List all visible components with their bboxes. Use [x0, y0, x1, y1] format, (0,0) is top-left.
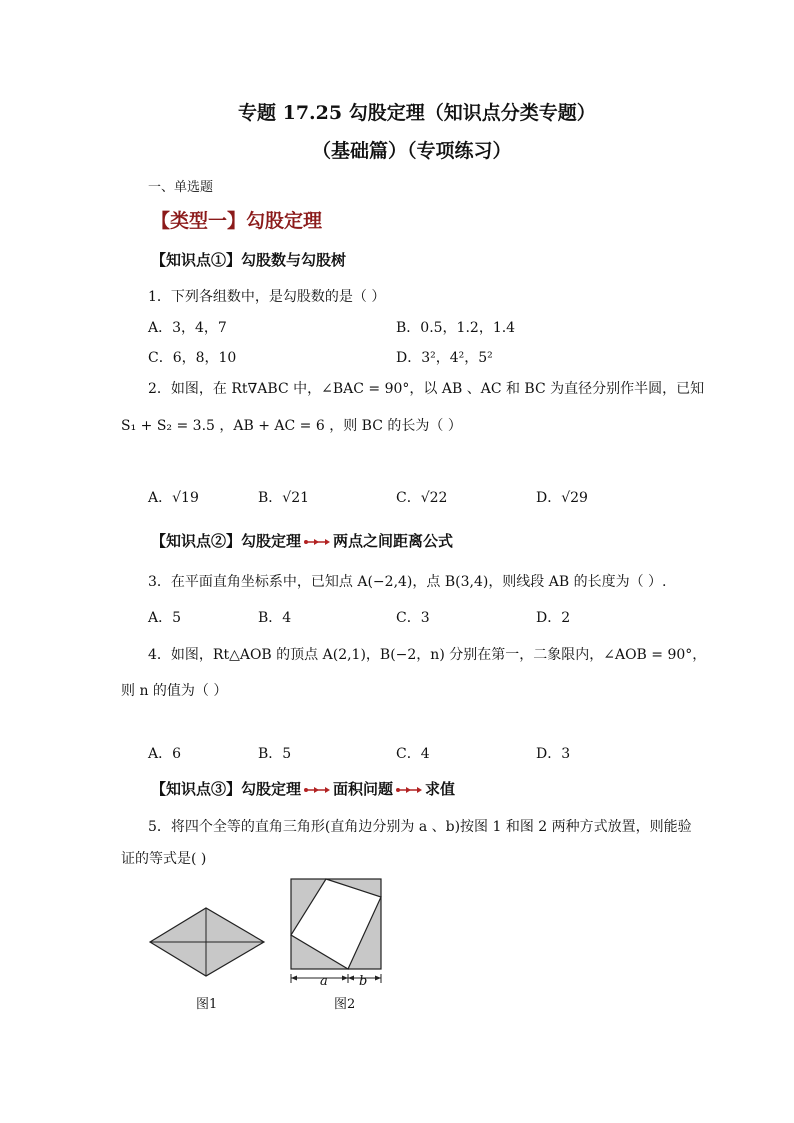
double-arrow-icon — [302, 537, 332, 547]
question-3-stem: 3．在平面直角坐标系中，已知点 A(−2,4)，点 B(3,4)，则线段 AB 的长度为（ ）. — [148, 574, 667, 590]
figure-2-caption: 图2 — [334, 997, 356, 1012]
knowledge-point-3-prefix: 【知识点③】勾股定理 — [151, 780, 302, 798]
question-1-stem: 1．下列各组数中，是勾股数的是（ ） — [148, 289, 386, 305]
knowledge-point-3 — [151, 778, 455, 799]
question-1-option-a: A．3，4，7 — [148, 320, 227, 336]
question-2-option-a: A．√19 — [148, 490, 199, 506]
question-4-line-2: 则 n 的值为（ ） — [121, 683, 228, 699]
figure-1-caption: 图1 — [196, 997, 218, 1012]
knowledge-point-2-prefix: 【知识点②】勾股定理 — [151, 532, 302, 550]
question-4-option-c: C．4 — [396, 746, 430, 762]
question-2-option-b: B．√21 — [258, 490, 310, 506]
question-1-option-d: D．3²，4²，5² — [396, 350, 493, 366]
figure-1-rhombus — [148, 906, 268, 980]
question-3-option-a: A．5 — [148, 610, 182, 626]
double-arrow-icon — [302, 785, 332, 795]
knowledge-point-2 — [151, 530, 453, 551]
knowledge-point-1: 【知识点①】勾股数与勾股树 — [151, 251, 347, 269]
question-4-option-b: B．5 — [258, 746, 292, 762]
question-5-line-1: 5．将四个全等的直角三角形(直角边分别为 a 、b)按图 1 和图 2 两种方式放置，则能验 — [148, 819, 692, 835]
question-4-line-1: 4．如图，Rt△AOB 的顶点 A(2,1)，B(−2，n) 分别在第一，二象限内，∠AOB = 90°， — [148, 647, 707, 663]
type-heading: 【类型一】勾股定理 — [151, 210, 323, 232]
figure-2-square — [286, 877, 386, 989]
double-arrow-icon — [394, 785, 424, 795]
page-subtitle: （基础篇）（专项练习） — [312, 140, 512, 162]
figure-2-label-a: a — [320, 974, 328, 989]
section-heading: 一、单选题 — [148, 180, 214, 195]
question-1-option-c: C．6，8，10 — [148, 350, 237, 366]
knowledge-point-3-suffix: 求值 — [425, 780, 456, 798]
knowledge-point-2-suffix: 两点之间距离公式 — [333, 532, 454, 550]
question-4-option-d: D．3 — [536, 746, 571, 762]
question-3-option-c: C．3 — [396, 610, 430, 626]
knowledge-point-3-mid: 面积问题 — [333, 780, 394, 798]
question-3-option-b: B．4 — [258, 610, 292, 626]
page-title: 专题 17.25 勾股定理（知识点分类专题） — [238, 102, 596, 124]
question-2-option-d: D．√29 — [536, 490, 588, 506]
question-2-line-2: S₁ + S₂ = 3.5 ，AB + AC = 6 ，则 BC 的长为（ ） — [121, 418, 462, 434]
figure-2-label-b: b — [359, 974, 368, 989]
question-2-line-1: 2．如图，在 Rt∇ABC 中，∠BAC = 90°，以 AB 、AC 和 BC 为直径分别作半圆，已知 — [148, 381, 705, 397]
question-2-option-c: C．√22 — [396, 490, 448, 506]
question-1-option-b: B．0.5，1.2，1.4 — [396, 320, 516, 336]
question-5-line-2: 证的等式是( ) — [121, 851, 207, 867]
question-3-option-d: D．2 — [536, 610, 571, 626]
question-4-option-a: A．6 — [148, 746, 182, 762]
